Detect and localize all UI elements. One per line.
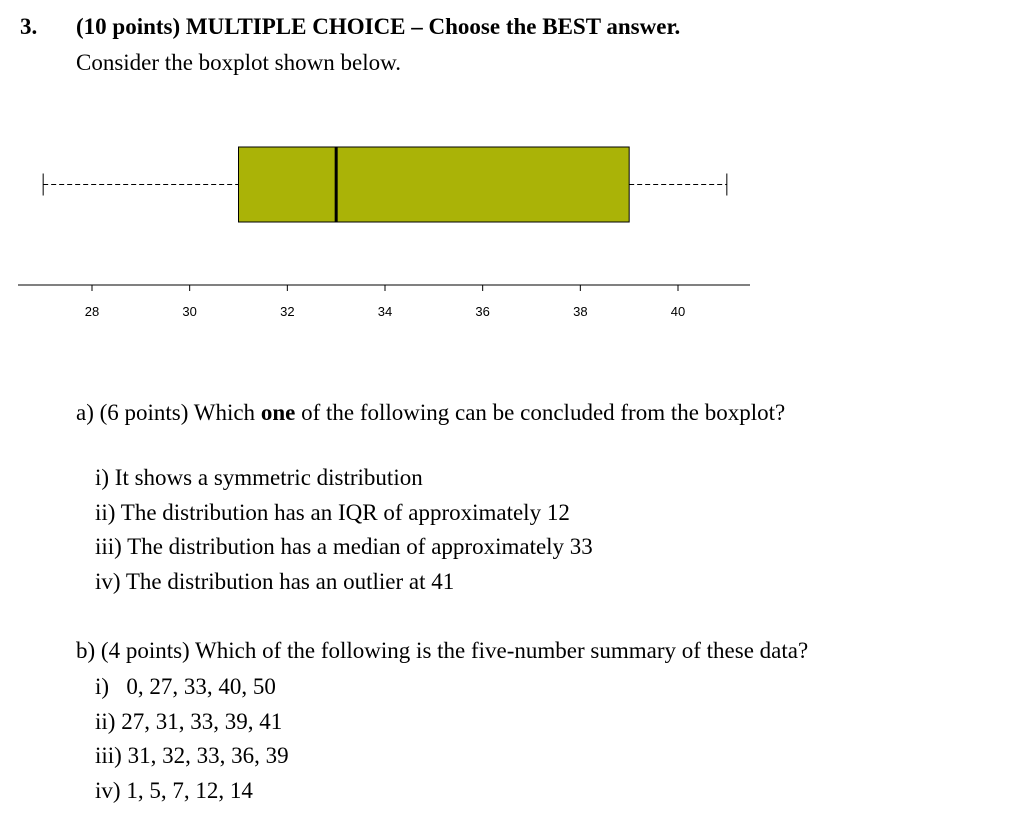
part-b-options xyxy=(95,670,289,808)
part-b-question: b) (4 points) Which of the following is the five-number summary of these data? xyxy=(76,638,809,663)
x-tick-label: 28 xyxy=(84,304,100,319)
part-a-option-4[interactable]: iv) The distribution has an outlier at 41 xyxy=(95,568,455,594)
part-a-options xyxy=(95,461,593,599)
question-number: 3. xyxy=(20,14,38,39)
part-b-option-1-value: 0, 27, 33, 40, 50 xyxy=(126,674,276,699)
iqr-box xyxy=(239,147,630,222)
question-header: (10 points) MULTIPLE CHOICE – Choose the BEST answer. xyxy=(76,14,681,39)
part-a-option-1[interactable]: i) It shows a symmetric distribution xyxy=(95,465,423,490)
part-a-suffix: of the following can be concluded from the boxplot? xyxy=(295,400,786,425)
part-a-option-2[interactable]: ii) The distribution has an IQR of approximately 12 xyxy=(95,499,570,525)
part-a-option-3[interactable]: iii) The distribution has a median of approximately 33 xyxy=(95,534,593,559)
part-b-option-2[interactable] xyxy=(95,705,289,740)
part-b-option-3-value: 31, 32, 33, 36, 39 xyxy=(127,743,289,768)
x-tick-label: 40 xyxy=(670,304,686,319)
part-b-option-3-label: iii) xyxy=(95,743,122,768)
x-tick-label: 38 xyxy=(573,304,588,319)
x-tick-label: 34 xyxy=(377,304,393,319)
x-tick-label: 36 xyxy=(475,304,490,319)
boxplot-chart xyxy=(0,130,760,330)
part-b-option-4-value: 1, 5, 7, 12, 14 xyxy=(126,777,253,803)
question-intro: Consider the boxplot shown below. xyxy=(76,50,401,75)
x-tick-label: 32 xyxy=(280,304,295,319)
part-b-option-1[interactable] xyxy=(95,670,289,705)
part-a-emphasis: one xyxy=(260,400,296,425)
part-b-option-2-value: 27, 31, 33, 39, 41 xyxy=(121,708,283,734)
x-tick-label: 30 xyxy=(182,304,197,319)
part-b-option-4[interactable] xyxy=(95,774,289,809)
part-a-prefix: a) (6 points) Which xyxy=(76,400,261,425)
part-b-option-1-label: i) xyxy=(95,674,110,699)
part-b-option-3[interactable] xyxy=(95,739,289,774)
part-a-question xyxy=(76,400,785,426)
part-b-option-2-label: ii) xyxy=(95,708,116,734)
part-b-option-4-label: iv) xyxy=(95,777,121,803)
